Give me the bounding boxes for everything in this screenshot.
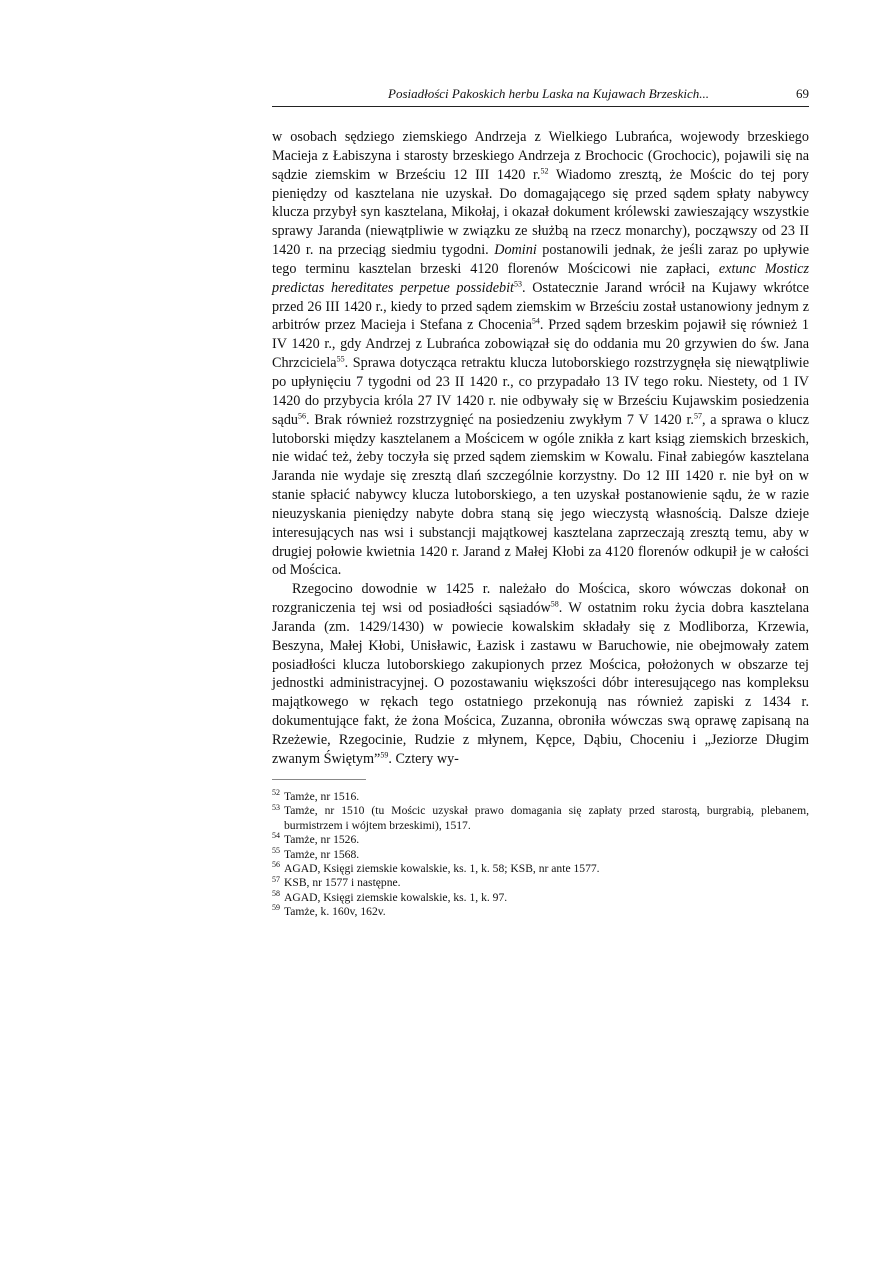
footnote: 55 Tamże, nr 1568. (272, 845, 360, 861)
footnote: 54 Tamże, nr 1526. (272, 831, 360, 847)
footnote: 59 Tamże, k. 160v, 162v. (272, 903, 386, 919)
footnote: 56 AGAD, Księgi ziemskie kowalskie, ks. 1, k. 58; KSB, nr ante 1577. (272, 860, 600, 876)
footnote-reference: 59 (380, 750, 389, 760)
italic-text: extunc Mosticz predictas hereditates perpetue possidebit (272, 260, 809, 296)
footnote-reference: 58 (550, 599, 559, 609)
body-text (272, 128, 809, 769)
footnote-text: Tamże, nr 1568. (284, 847, 360, 861)
footnote-text: Tamże, nr 1516. (284, 790, 360, 803)
footnote: 52 Tamże, nr 1516. (272, 788, 360, 803)
running-head (272, 86, 809, 107)
footnote-reference: 54 (531, 316, 540, 326)
text-run: . Przed sądem brzeskim pojawił się również 1 IV 1420 r., gdy Andrzej z Lubrańca zobowiązał się do oddania mu 20 grzywien do św. Jana Chrzciciela (272, 317, 809, 372)
footnote-reference: 57 (693, 410, 702, 420)
footnote-text: Tamże, nr 1526. (284, 833, 360, 847)
footnote-text: KSB, nr 1577 i następne. (284, 876, 401, 890)
footnote-separator (272, 779, 366, 780)
footnote-reference: 53 (513, 279, 522, 289)
footnote: 58 AGAD, Księgi ziemskie kowalskie, ks. 1, k. 97. (272, 888, 508, 904)
text-run: Wiadomo zresztą, że Mościc do tej pory pieniędzy od kasztelana nie uzyskał. Do domagającego się przed sądem spłaty nabywcy klucza przybył syn kasztelana, Mikołaj, i okazał dokument królewski zawieszający wszystkie sprawy Jaranda (niewątpliwie w związku ze służbą na rzecz monarchy), począwszy od 23 II 1420 r. na przeciąg siedmiu tygodni. (272, 166, 809, 259)
text-run: , a sprawa o klucz lutoborski między kasztelanem a Mościcem w ogóle znikła z kart ksiąg ziemskich brzeskich, nie widać też, żeby toczyła się przed sądem ziemskim w Kowalu. Finał zabiegów kasztelana Jaranda nie wydaje się zresztą dlań szczególnie korzystny. Do 12 III 1420 r. nie był on w stanie spłacić nabywcy klucza lutoborskiego, a ten uzyskał postanowienie sądu, że w razie nieuzyskania pieniędzy nabyte dobra staną się jego wieczystą własnością. Dalsze dzieje interesujących nas wsi i substancji majątkowej kasztelana zaprzeczają zresztą temu, aby w drugiej połowie kwietnia 1420 r. Jarand z Małej Kłobi za 4120 florenów odkupił je w całości od Mościca. (272, 411, 809, 579)
footnote-text: AGAD, Księgi ziemskie kowalskie, ks. 1, k. 97. (284, 890, 508, 904)
text-run: . Brak również rozstrzygnięć na posiedzeniu zwykłym 7 V 1420 r. (306, 411, 694, 428)
footnote-text: Tamże, nr 1510 (tu Mościc uzyskał prawo domagania się zapłaty przed starostą, burgrabią, plebanem, burmistrzem i wójtem brzeskimi), 1517. (284, 804, 809, 832)
text-run: Rzegocino dowodnie w 1425 r. należało do Mościca, skoro wówczas dokonał on rozgraniczenia tej wsi od posiadłości sąsiadów (272, 581, 809, 617)
text-run: . Ostatecznie Jarand wrócił na Kujawy wkrótce przed 26 III 1420 r., kiedy to przed sądem ziemskim w Brześciu został ustanowiony jednym z arbitrów przez Macieja i Stefana z Choceniа (272, 279, 809, 334)
body-paragraph (272, 128, 809, 580)
footnote-reference: 55 (336, 354, 345, 364)
text-run: . Cztery wy- (388, 750, 459, 767)
footnote-reference: 56 (298, 410, 307, 420)
italic-text: Domini (494, 242, 537, 259)
footnote-reference: 52 (540, 165, 549, 175)
body-paragraph (272, 580, 809, 768)
text-run: . W ostatnim roku życia dobra kasztelana Jaranda (zm. 1429/1430) w powiecie kowalskim składały się z Modliborza, Krzewia, Beszyna, Małej Kłobi, Unisławic, Łazisk i zastawu w Baruchowie, nie obejmowały zatem posiadłości klucza lutoborskiego zakupionych przez Mościca, położonych w obszarze tej jednostki administracyjnej. O pozostawaniu większości dóbr interesującego nas kompleksu majątkowego w rękach tego ostatniego przekonują nas również zapiski z 1434 r. dokumentujące fakt, że żona Mościca, Zuzanna, obroniła wówczas swą oprawę zapisaną na Rzeżewie, Rzegocinie, Rudzie z młynem, Kępce, Dąbiu, Choceniu i „Jeziorze Długim zwanym Świętym” (272, 600, 809, 767)
running-head-title: Posiadłości Pakoskich herbu Laska na Kujawach Brzeskich... (388, 86, 709, 101)
footnote-text: AGAD, Księgi ziemskie kowalskie, ks. 1, k. 58; KSB, nr ante 1577. (284, 862, 600, 876)
page-number: 69 (796, 86, 809, 101)
footnote-text: Tamże, k. 160v, 162v. (284, 905, 386, 919)
footnote: 53 Tamże, nr 1510 (tu Mościc uzyskał prawo domagania się zapłaty przed starostą, burgrabią, plebanem, burmistrzem i wójtem brzeskimi), 1517. (272, 802, 809, 832)
footnotes (272, 790, 809, 920)
footnote: 57 KSB, nr 1577 i następne. (272, 874, 401, 890)
text-run: w osobach sędziego ziemskiego Andrzeja z Wielkiego Lubrańca, wojewody brzeskiego Macieja z Łabiszyna i starosty brzeskiego Andrzeja z Brochocic (Grochocic), pojawili się na sądzie ziemskim w Brześciu 12 III 1420 r. (272, 129, 809, 183)
text-run: . Sprawa dotycząca retraktu klucza lutoborskiego rozstrzygnęła się niewątpliwie po upłynięciu 7 tygodni od 23 II 1420 r., co przypadało 13 IV tego roku. Niestety, od 1 IV 1420 do przybycia króla 27 IV 1420 r. nie odbywały się w Brześciu Kujawskim posiedzenia sądu (272, 355, 809, 428)
text-run: postanowili jednak, że jeśli zaraz po upływie tego terminu kasztelan brzeski 4120 florenów Mościcowi nie zapłaci, (272, 242, 809, 277)
